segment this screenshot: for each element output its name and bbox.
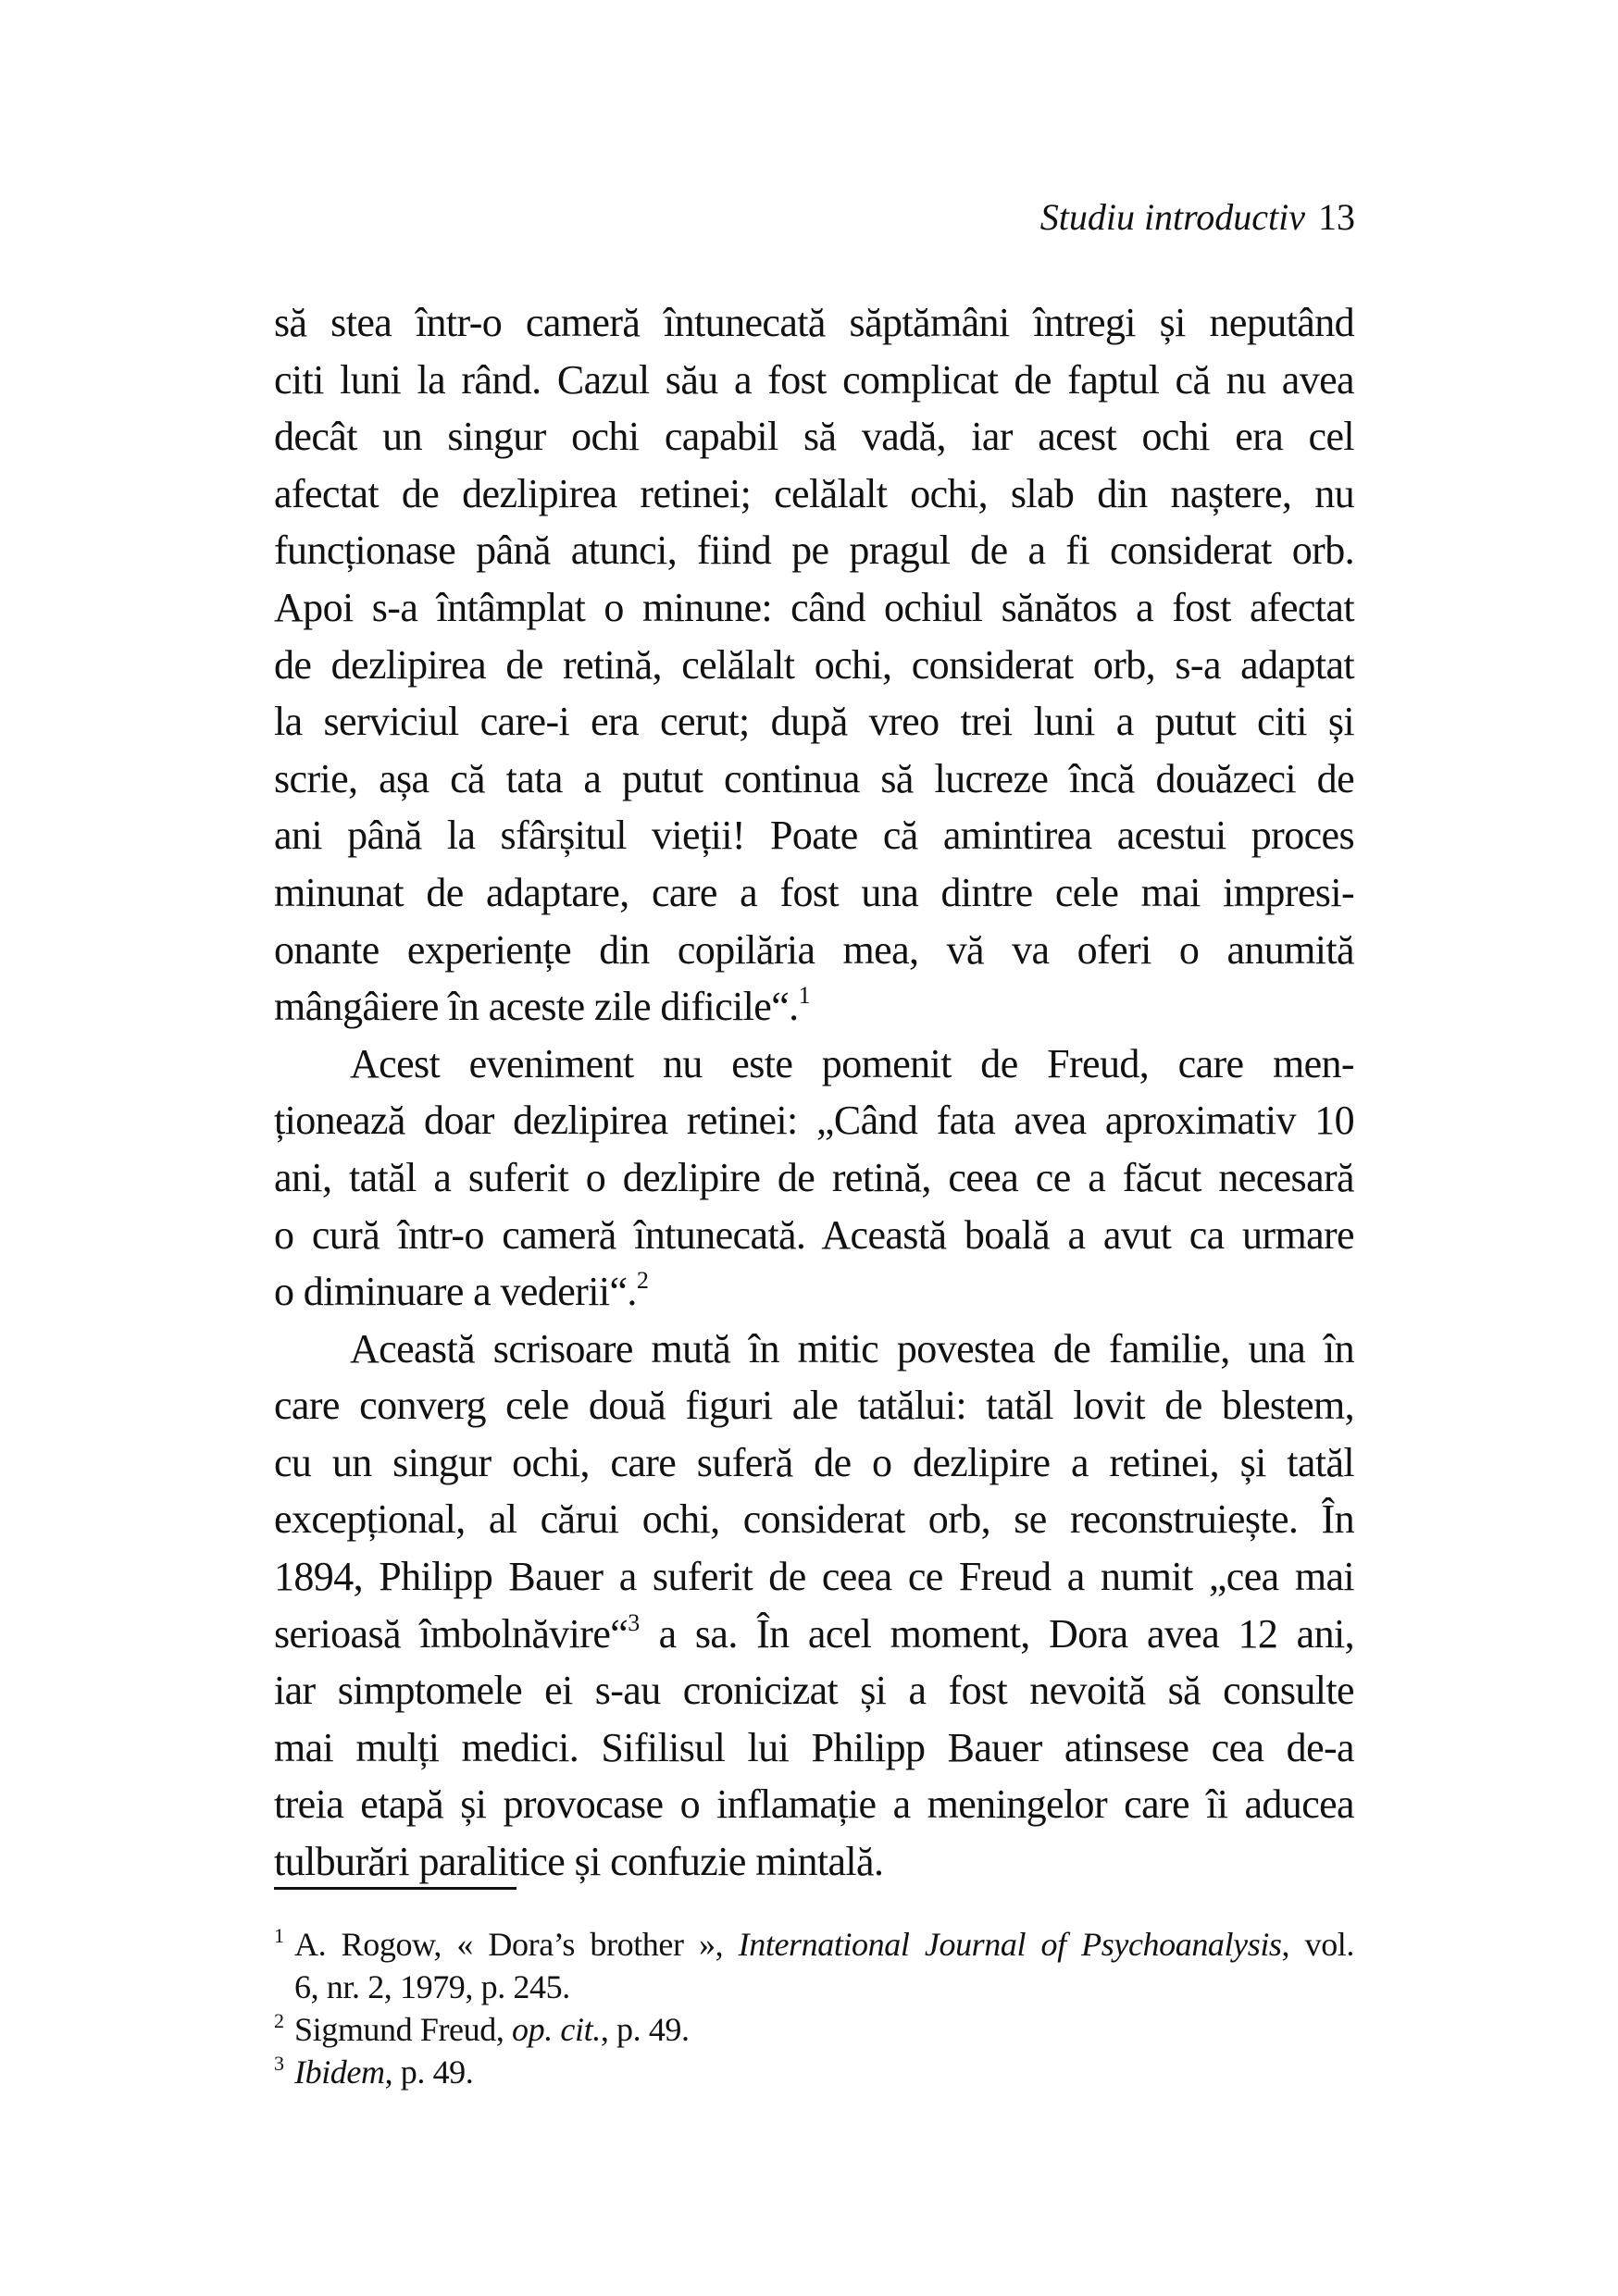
text-line: excepțional, al cărui ochi, considerat orb, se reconstruiește. În (274, 1496, 1354, 1543)
text-segment: a sa. În acel moment, Dora avea 12 ani, (640, 1610, 1355, 1657)
text-line: ani până la sfârșitul vieții! Poate că amintirea acestui proces (274, 813, 1354, 859)
footnote-text: , p. 49. (600, 2011, 690, 2048)
text-line: Apoi s-a întâmplat o minune: când ochiul sănătos a fost afectat (274, 584, 1354, 630)
text-line: să stea într-o cameră întunecată săptămâni întregi și neputând (274, 300, 1354, 345)
footnote-text: , vol. (1281, 1926, 1354, 1963)
text-line: ani, tatăl a suferit o dezlipire de retină, ceea ce a făcut necesară (274, 1154, 1354, 1200)
text-line: o cură într-o cameră întunecată. Această boală a avut ca urmare (274, 1211, 1354, 1258)
footnote-text: , p. 49. (384, 2054, 474, 2091)
paragraph-first-line: Acest eveniment nu este pomenit de Freud, care men- (350, 1040, 1354, 1086)
text-segment: o diminuare a vederii“. (274, 1269, 637, 1315)
text-segment: serioasă îmbolnăvire“ (274, 1610, 629, 1657)
text-line: funcționase până atunci, fiind pe pragul de a fi considerat orb. (274, 527, 1354, 574)
citation-abbrev: op. cit. (512, 2011, 601, 2048)
running-header (1040, 194, 1355, 241)
text-line: la serviciul care-i era cerut; după vreo trei luni a putut citi și (274, 699, 1354, 745)
text-line: ționează doar dezlipirea retinei: „Când fata avea aproximativ 10 (274, 1098, 1354, 1144)
paragraph-first-line: Această scrisoare mută în mitic povestea de familie, una în (350, 1325, 1354, 1371)
footnote-3: 3 Ibidem, p. 49. (274, 2051, 1354, 2093)
footnote-1: 1 A. Rogow, « Dora’s brother », International Journal of Psychoanalysis, vol. 6, nr. 2, 1979, p. 245. (274, 1923, 1354, 2008)
footnote-line (294, 2051, 1354, 2093)
text-line: decât un singur ochi capabil să vadă, iar acest ochi era cel (274, 414, 1354, 460)
footnote-text: Sigmund Freud, (294, 2011, 513, 2048)
text-line: care converg cele două figuri ale tatălui: tatăl lovit de blestem, (274, 1383, 1354, 1429)
text-line (274, 978, 1354, 1036)
footnote-line: 6, nr. 2, 1979, p. 245. (294, 1968, 570, 2005)
text-line: de dezlipirea de retină, celălalt ochi, considerat orb, s-a adaptat (274, 641, 1354, 688)
footnote-text: A. Rogow, « Dora’s brother », (294, 1926, 739, 1963)
footnote-divider (274, 1887, 517, 1890)
footnotes (274, 1923, 1354, 2093)
text-line (274, 1606, 1354, 1663)
journal-title: International Journal of Psychoanalysis (738, 1926, 1282, 1963)
footnote-ref[interactable]: 2 (636, 1267, 649, 1295)
text-line: minunat de adaptare, care a fost una dintre cele mai impresi- (274, 869, 1354, 915)
footnote-ref[interactable]: 3 (628, 1608, 641, 1636)
text-line: citi luni la rând. Cazul său a fost complicat de faptul că nu avea (274, 356, 1354, 403)
text-line: scrie, așa că tata a putut continua să lucreze încă douăzeci de (274, 755, 1354, 801)
text-line: mai mulți medici. Sifilisul lui Philipp Bauer atinsese cea de-a (274, 1724, 1354, 1770)
text-line: tulburări paralitice și confuzie mintală. (274, 1839, 884, 1885)
footnote-2: 2 Sigmund Freud, op. cit., p. 49. (274, 2008, 1354, 2051)
text-line: treia etapă și provocase o inflamație a meningelor care îi aducea (274, 1781, 1354, 1828)
text-line: afectat de dezlipirea retinei; celălalt ochi, slab din naștere, nu (274, 470, 1354, 516)
footnote-line (294, 1923, 1354, 1966)
text-line: cu un singur ochi, care suferă de o dezlipire a retinei, și tatăl (274, 1439, 1354, 1485)
text-line: 1894, Philipp Bauer a suferit de ceea ce Freud a numit „cea mai (274, 1554, 1354, 1600)
citation-abbrev: Ibidem (294, 2054, 385, 2091)
text-line: iar simptomele ei s-au cronicizat și a fost nevoită să consulte (274, 1668, 1354, 1714)
page-number: 13 (1318, 196, 1355, 238)
text-line (274, 1263, 1354, 1321)
footnote-line (294, 2008, 1354, 2051)
body-text (274, 294, 1354, 1891)
text-segment: mângâiere în aceste zile dificile“. (274, 984, 799, 1030)
running-title: Studiu introductiv (1039, 196, 1305, 238)
text-line: onante experiențe din copilăria mea, vă va oferi o anumită (274, 926, 1354, 973)
footnote-ref[interactable]: 1 (798, 982, 811, 1010)
